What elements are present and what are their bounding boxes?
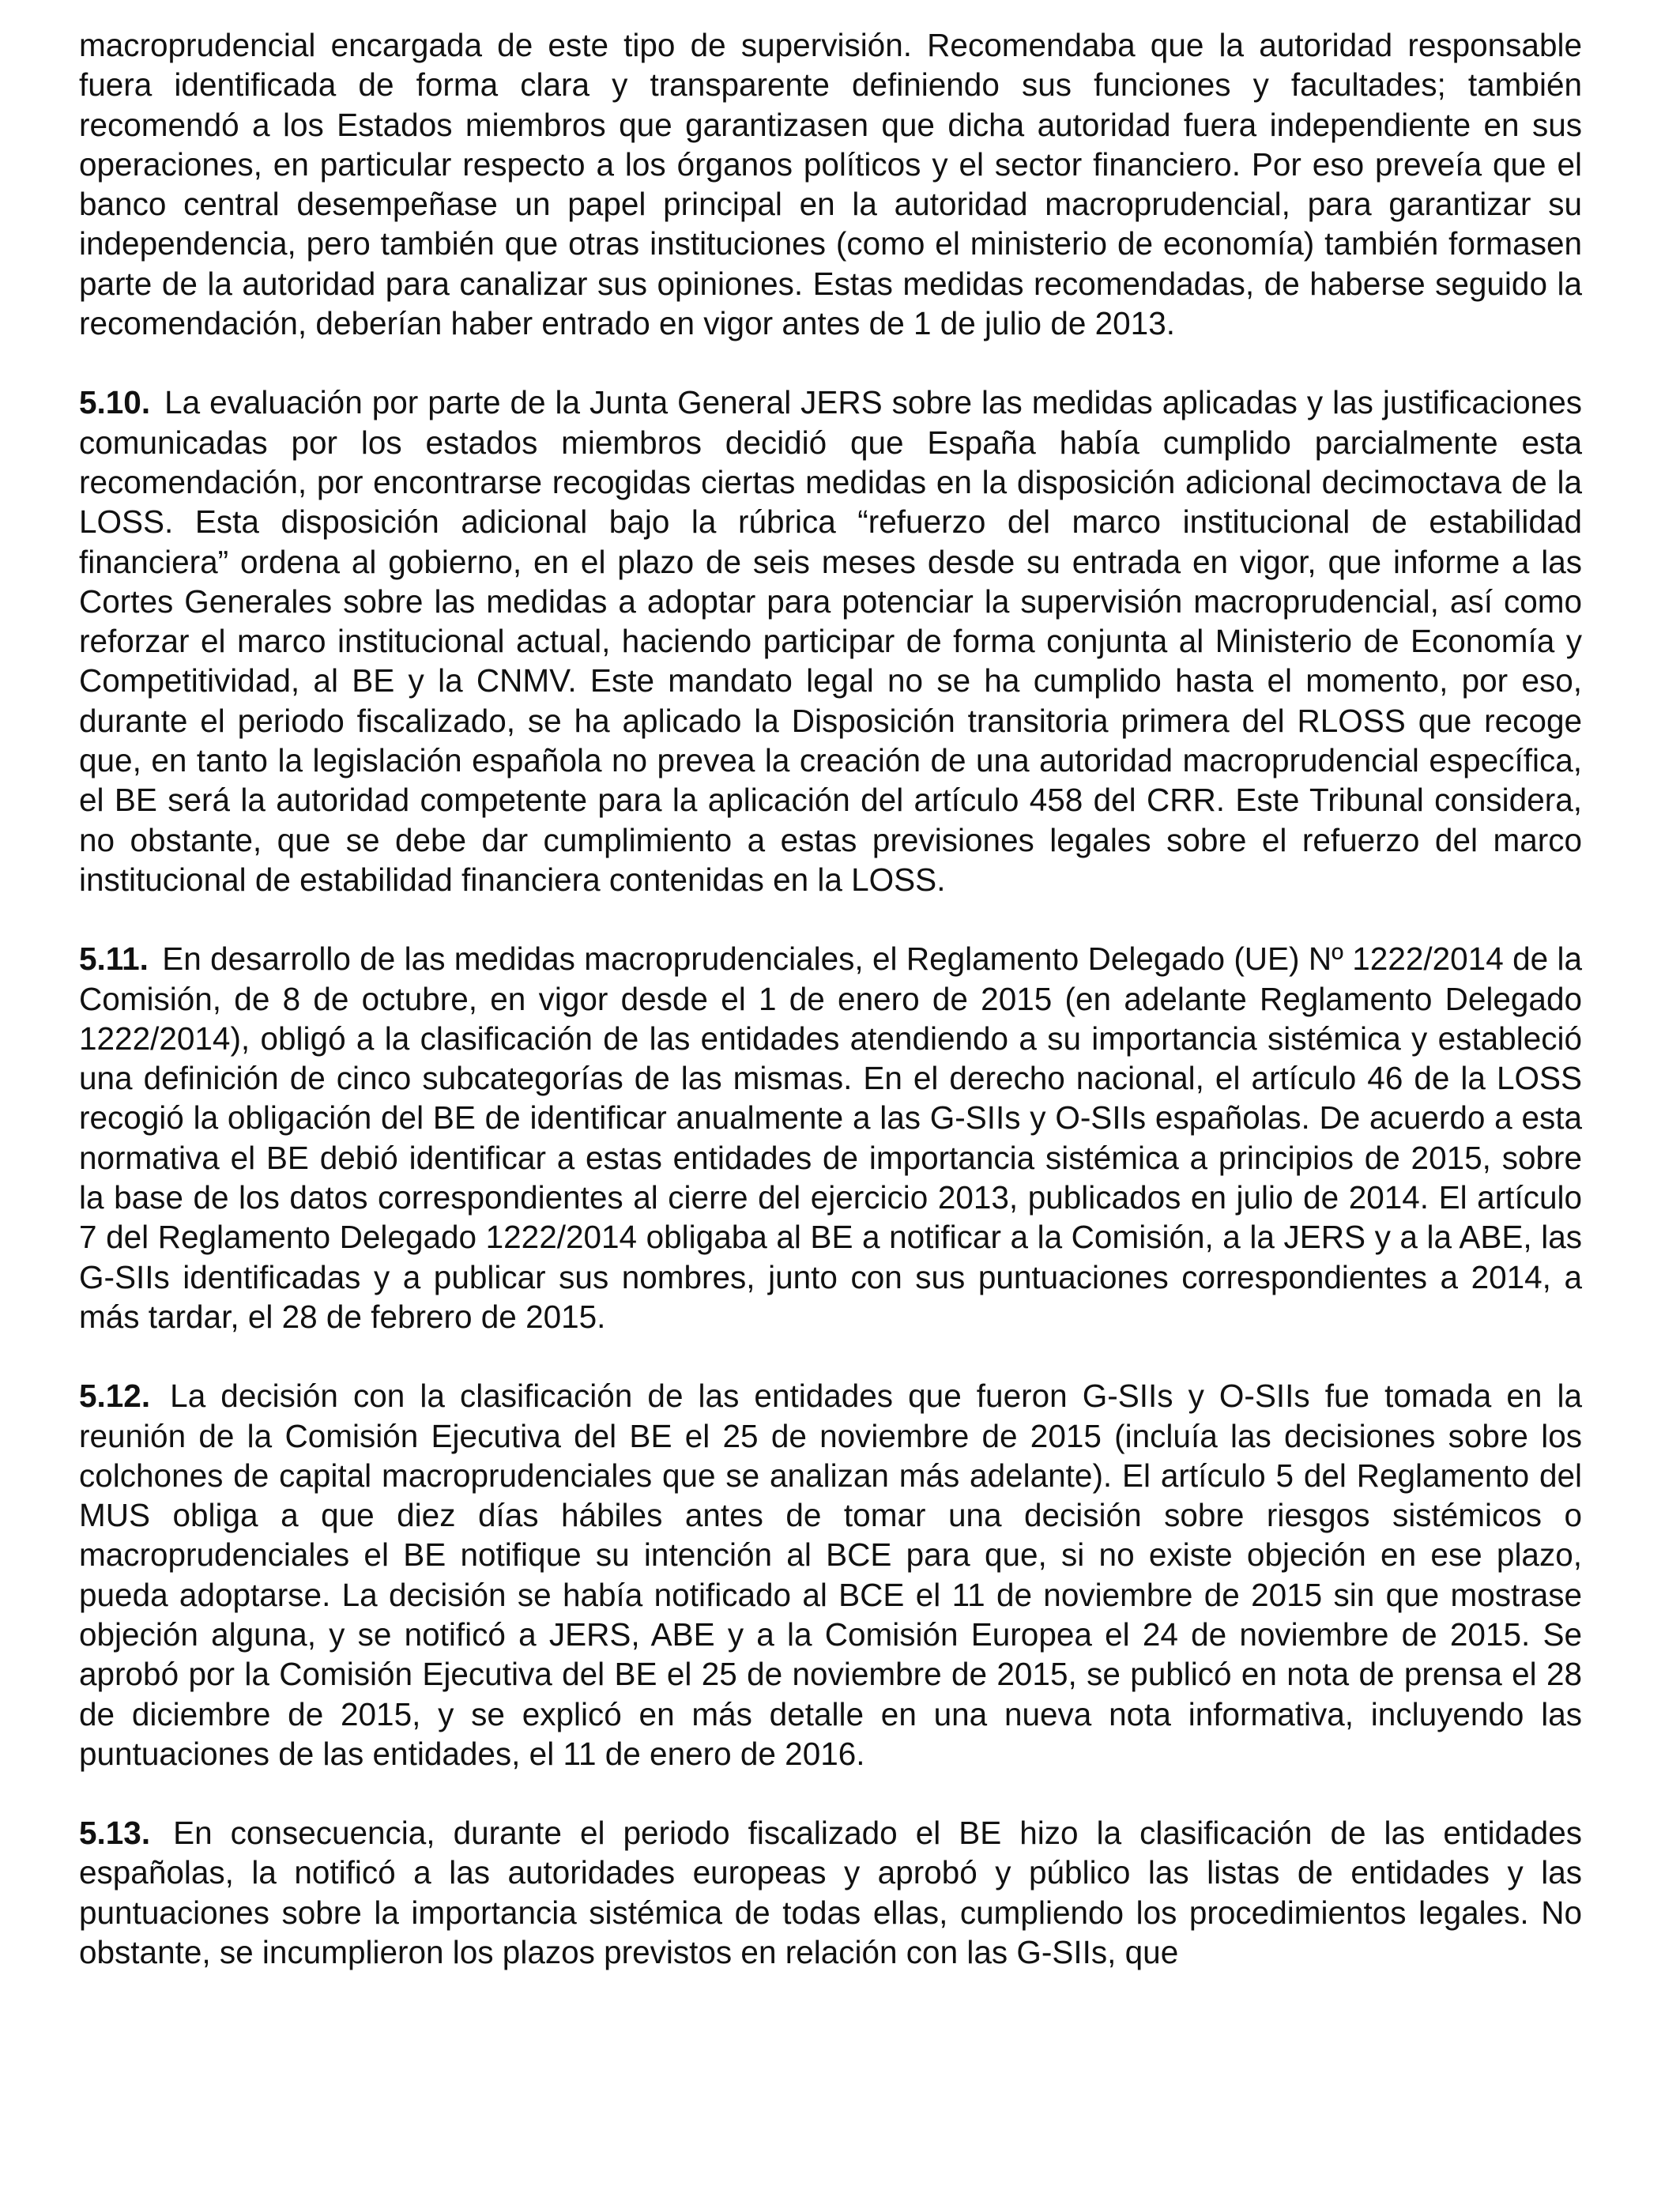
paragraph-5-11 <box>79 939 1582 1336</box>
paragraph-text: La evaluación por parte de la Junta General JERS sobre las medidas aplicadas y las justificaciones comunicadas por los estados miembros decidió que España había cumplido parcialmente esta recomendación, por encontrarse recogidas ciertas medidas en la disposición adicional decimoctava de la LOSS. Esta disposición adicional bajo la rúbrica “refuerzo del marco institucional de estabilidad financiera” ordena al gobierno, en el plazo de seis meses desde su entrada en vigor, que informe a las Cortes Generales sobre las medidas a adoptar para potenciar la supervisión macroprudencial, así como reforzar el marco institucional actual, haciendo participar de forma conjunta al Ministerio de Economía y Competitividad, al BE y la CNMV. Este mandato legal no se ha cumplido hasta el momento, por eso, durante el periodo fiscalizado, se ha aplicado la Disposición transitoria primera del RLOSS que recoge que, en tanto la legislación española no prevea la creación de una autoridad macroprudencial específica, el BE será la autoridad competente para la aplicación del artículo 458 del CRR. Este Tribunal considera, no obstante, que se debe dar cumplimiento a estas previsiones legales sobre el refuerzo del marco institucional de estabilidad financiera contenidas en la LOSS. <box>79 384 1582 898</box>
paragraph-text: La decisión con la clasificación de las entidades que fueron G-SIIs y O-SIIs fue tomada en la reunión de la Comisión Ejecutiva del BE el 25 de noviembre de 2015 (incluía las decisiones sobre los colchones de capital macroprudenciales que se analizan más adelante). El artículo 5 del Reglamento del MUS obliga a que diez días hábiles antes de tomar una decisión sobre riesgos sistémicos o macroprudenciales el BE notifique su intención al BCE para que, si no existe objeción en ese plazo, pueda adoptarse. La decisión se había notificado al BCE el 11 de noviembre de 2015 sin que mostrase objeción alguna, y se notificó a JERS, ABE y a la Comisión Europea el 24 de noviembre de 2015. Se aprobó por la Comisión Ejecutiva del BE el 25 de noviembre de 2015, se publicó en nota de prensa el 28 de diciembre de 2015, y se explicó en más detalle en una nueva nota informativa, incluyendo las puntuaciones de las entidades, el 11 de enero de 2016. <box>79 1378 1582 1772</box>
paragraph-number: 5.12. <box>79 1378 151 1415</box>
paragraph-number: 5.11. <box>79 941 149 978</box>
document-page <box>79 25 1582 2011</box>
paragraph-number: 5.13. <box>79 1815 151 1852</box>
paragraph-text: En consecuencia, durante el periodo fiscalizado el BE hizo la clasificación de las entidades españolas, la notificó a las autoridades europeas y aprobó y público las listas de entidades y las puntuaciones sobre la importancia sistémica de todas ellas, cumpliendo los procedimientos legales. No obstante, se incumplieron los plazos previstos en relación con las G-SIIs, que <box>79 1815 1582 1971</box>
paragraph-text: macroprudencial encargada de este tipo de supervisión. Recomendaba que la autoridad responsable fuera identificada de forma clara y transparente definiendo sus funciones y facultades; también recomendó a los Estados miembros que garantizasen que dicha autoridad fuera independiente en sus operaciones, en particular respecto a los órganos políticos y el sector financiero. Por eso preveía que el banco central desempeñase un papel principal en la autoridad macroprudencial, para garantizar su independencia, pero también que otras instituciones (como el ministerio de economía) también formasen parte de la autoridad para canalizar sus opiniones. Estas medidas recomendadas, de haberse seguido la recomendación, deberían haber entrado en vigor antes de 1 de julio de 2013. <box>79 27 1582 342</box>
paragraph-5-10 <box>79 383 1582 899</box>
paragraph-5-13 <box>79 1813 1582 1972</box>
paragraph-number: 5.10. <box>79 384 151 421</box>
paragraph-continuation <box>79 25 1582 343</box>
paragraph-5-12 <box>79 1376 1582 1774</box>
paragraph-text: En desarrollo de las medidas macroprudenciales, el Reglamento Delegado (UE) Nº 1222/2014 de la Comisión, de 8 de octubre, en vigor desde el 1 de enero de 2015 (en adelante Reglamento Delegado 1222/2014), obligó a la clasificación de las entidades atendiendo a su importancia sistémica y estableció una definición de cinco subcategorías de las mismas. En el derecho nacional, el artículo 46 de la LOSS recogió la obligación del BE de identificar anualmente a las G-SIIs y O-SIIs españolas. De acuerdo a esta normativa el BE debió identificar a estas entidades de importancia sistémica a principios de 2015, sobre la base de los datos correspondientes al cierre del ejercicio 2013, publicados en julio de 2014. El artículo 7 del Reglamento Delegado 1222/2014 obligaba al BE a notificar a la Comisión, a la JERS y a la ABE, las G-SIIs identificadas y a publicar sus nombres, junto con sus puntuaciones correspondientes a 2014, a más tardar, el 28 de febrero de 2015. <box>79 941 1582 1335</box>
